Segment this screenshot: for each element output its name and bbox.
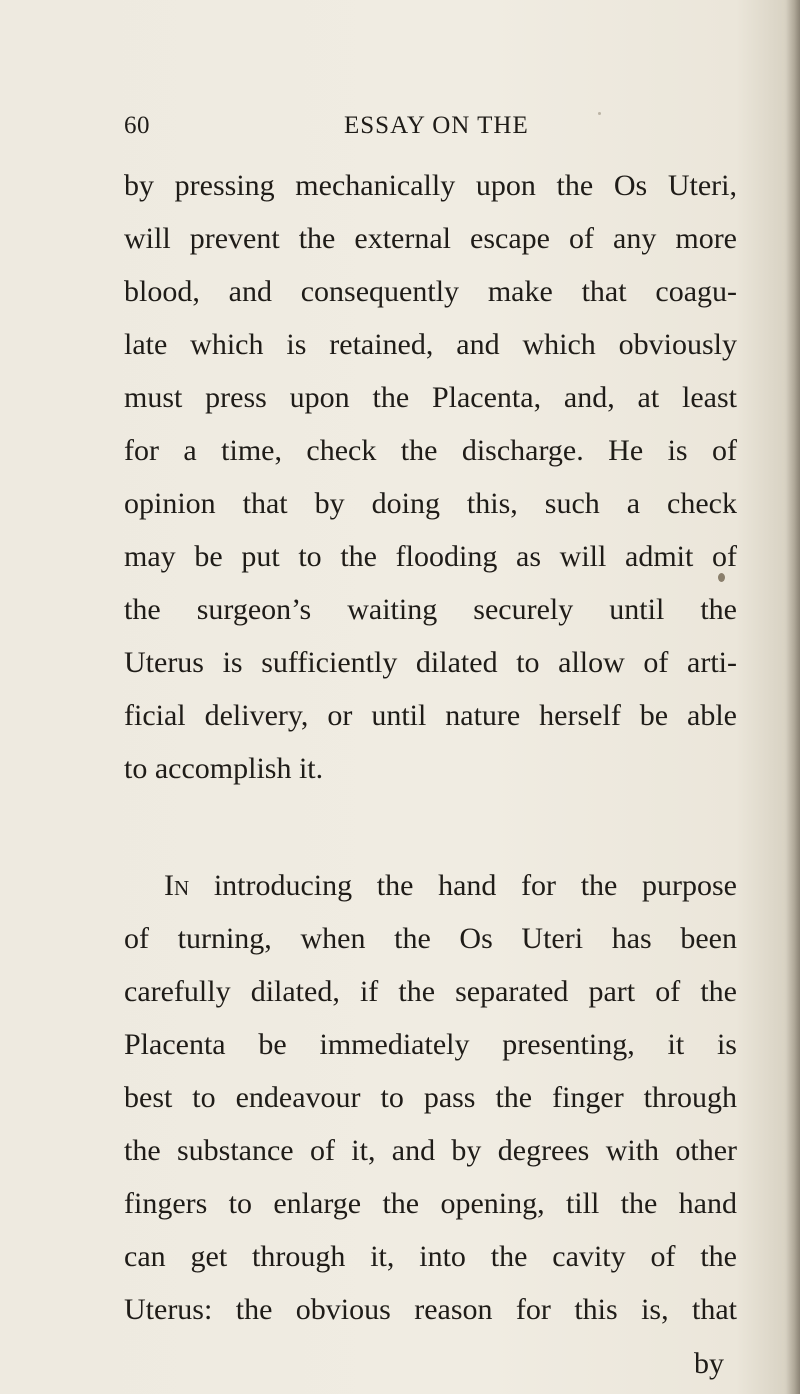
paragraph-opening-line (124, 859, 737, 912)
text-line: can get through it, into the cavity of the (124, 1240, 737, 1273)
text-line: opinion that by doing this, such a check (124, 487, 737, 520)
text-line: for a time, check the discharge. He is of (124, 434, 737, 467)
paper-speck (718, 573, 725, 582)
text-line: fingers to enlarge the opening, till the hand (124, 1187, 737, 1220)
text-line: Uterus: the obvious reason for this is, that (124, 1293, 737, 1326)
text-line: introducing the hand for the purpose (189, 869, 737, 902)
text-line: will prevent the external escape of any more (124, 222, 737, 255)
text-line: late which is retained, and which obviously (124, 328, 737, 361)
text-line: ficial delivery, or until nature herself be able (124, 699, 737, 732)
body-text (124, 159, 737, 1336)
text-line: may be put to the flooding as will admit of (124, 540, 737, 573)
text-line: the surgeon’s waiting securely until the (124, 593, 737, 626)
page-gutter-shadow (786, 0, 800, 1394)
paragraph-gap (124, 795, 737, 859)
page-number: 60 (124, 112, 150, 139)
text-line: by pressing mechanically upon the Os Uteri, (124, 169, 737, 202)
text-line: Placenta be immediately presenting, it is (124, 1028, 737, 1061)
paper-speck (598, 112, 601, 115)
text-line: of turning, when the Os Uteri has been (124, 922, 737, 955)
running-title: ESSAY ON THE (344, 112, 529, 139)
text-line: Uterus is sufficiently dilated to allow of arti- (124, 646, 737, 679)
text-line: best to endeavour to pass the finger through (124, 1081, 737, 1114)
paragraph-initial-word: In (164, 869, 190, 902)
text-line: carefully dilated, if the separated part of the (124, 975, 737, 1008)
text-line: the substance of it, and by degrees with other (124, 1134, 737, 1167)
text-line: must press upon the Placenta, and, at least (124, 381, 737, 414)
text-line: to accomplish it. (124, 752, 324, 785)
page-header (124, 112, 744, 152)
text-line: blood, and consequently make that coagu- (124, 275, 737, 308)
catchword: by (694, 1347, 724, 1380)
